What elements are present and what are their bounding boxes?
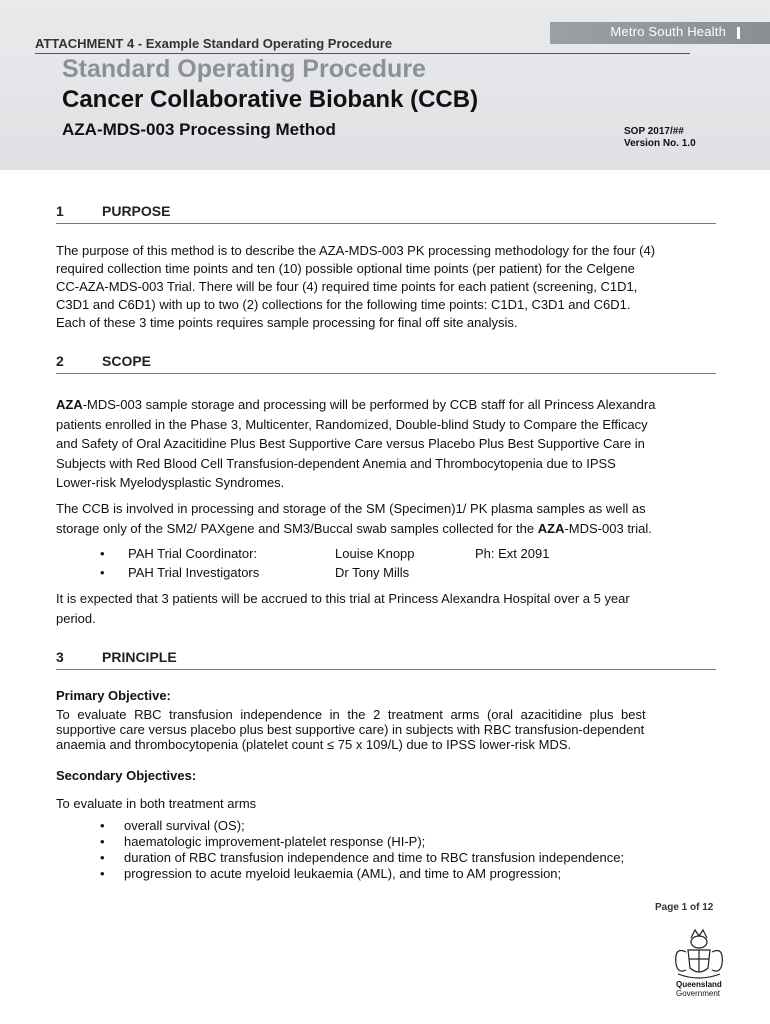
trial-code-bold: AZA bbox=[537, 520, 565, 536]
section-principle-heading bbox=[56, 649, 177, 665]
text-span: -MDS-003 sample storage and processing will be performed by CCB staff for all Princess Alexandra bbox=[82, 397, 656, 412]
primary-objective-heading: Primary Objective: bbox=[56, 688, 171, 703]
list-item bbox=[100, 834, 624, 850]
contact-role: PAH Trial Investigators bbox=[128, 565, 260, 580]
purpose-paragraph bbox=[56, 242, 716, 332]
contact-name: Louise Knopp bbox=[335, 546, 415, 561]
text-line: period. bbox=[56, 610, 96, 626]
scope-paragraph-1 bbox=[56, 395, 716, 493]
section-rule bbox=[56, 373, 716, 374]
contact-row bbox=[100, 563, 549, 582]
section-number: 2 bbox=[56, 353, 64, 369]
text-line: To evaluate RBC transfusion independence in the 2 treatment arms (oral azacitidine plus best bbox=[56, 707, 646, 722]
version-number: Version No. 1.0 bbox=[624, 138, 696, 149]
attachment-label: ATTACHMENT 4 - Example Standard Operating Procedure bbox=[35, 36, 393, 51]
brand-tick bbox=[737, 27, 740, 39]
text-line: anaemia and thrombocytopenia (platelet count ≤ 75 x 109/L) due to IPSS lower-risk MDS. bbox=[56, 737, 572, 752]
text-line bbox=[56, 519, 716, 539]
section-title: SCOPE bbox=[102, 353, 152, 369]
text-line: The CCB is involved in processing and storage of the SM (Specimen)1/ PK plasma samples as well as bbox=[56, 501, 646, 516]
section-number: 1 bbox=[56, 203, 64, 219]
bullet-dot: • bbox=[100, 850, 105, 865]
document-title: Standard Operating Procedure bbox=[62, 55, 426, 83]
scope-paragraph-3 bbox=[56, 589, 716, 628]
gov-line-government: Government bbox=[676, 989, 721, 998]
list-item bbox=[100, 850, 624, 866]
list-item bbox=[100, 818, 624, 834]
secondary-objectives-list bbox=[100, 818, 624, 882]
text-line: Each of these 3 time points requires sample processing for final off site analysis. bbox=[56, 315, 518, 330]
section-purpose-heading bbox=[56, 203, 170, 219]
text-line: C3D1 and C6D1) with up to two (2) collections for the following time points: C1D1, C3D1 and C6D1. bbox=[56, 297, 631, 312]
bullet-dot: • bbox=[100, 818, 105, 833]
gov-line-queensland: Queensland bbox=[676, 980, 722, 989]
text-span: storage only of the SM2/ PAXgene and SM3/Buccal swab samples collected for the bbox=[56, 520, 538, 536]
contact-list bbox=[100, 544, 549, 582]
sop-number: SOP 2017/## bbox=[624, 126, 684, 137]
bullet-dot: • bbox=[100, 546, 105, 561]
section-title: PURPOSE bbox=[102, 203, 171, 219]
text-line: required collection time points and ten (10) possible optional time points (per patient) for the Celgene bbox=[56, 261, 635, 276]
bullet-dot: • bbox=[100, 565, 105, 580]
header-divider bbox=[35, 53, 690, 54]
section-rule bbox=[56, 669, 716, 670]
contact-row bbox=[100, 544, 549, 563]
list-item bbox=[100, 866, 624, 882]
document-subtitle: Cancer Collaborative Biobank (CCB) bbox=[62, 86, 479, 113]
list-item-text: progression to acute myeloid leukaemia (AML), and time to AM progression; bbox=[124, 866, 562, 881]
text-line bbox=[56, 395, 716, 415]
list-item-text: haematologic improvement-platelet response (HI-P); bbox=[124, 834, 426, 849]
scope-paragraph-2 bbox=[56, 499, 716, 538]
trial-code-bold: AZA bbox=[56, 397, 83, 412]
text-line: supportive care versus placebo plus best supportive care) in subjects with RBC transfusion-dependent bbox=[56, 722, 645, 737]
brand-name: Metro South Health bbox=[610, 24, 726, 39]
secondary-intro: To evaluate in both treatment arms bbox=[56, 796, 257, 811]
secondary-objectives-heading: Secondary Objectives: bbox=[56, 768, 197, 783]
text-line: Lower-risk Myelodysplastic Syndromes. bbox=[56, 475, 285, 490]
primary-objective-text bbox=[56, 707, 716, 752]
text-line: CC-AZA-MDS-003 Trial. There will be four (4) required time points for each patient (screening, C1D1, bbox=[56, 279, 638, 294]
bullet-dot: • bbox=[100, 834, 105, 849]
government-wordmark bbox=[676, 980, 722, 998]
section-title: PRINCIPLE bbox=[102, 649, 177, 665]
list-item-text: duration of RBC transfusion independence and time to RBC transfusion independence; bbox=[124, 850, 625, 865]
sop-reference bbox=[624, 126, 696, 150]
bullet-dot: • bbox=[100, 866, 105, 881]
text-line: It is expected that 3 patients will be accrued to this trial at Princess Alexandra Hospital over a 5 year bbox=[56, 591, 630, 606]
section-rule bbox=[56, 223, 716, 224]
text-line: Subjects with Red Blood Cell Transfusion-dependent Anemia and Thrombocytopenia due to IPSS bbox=[56, 455, 616, 471]
contact-role: PAH Trial Coordinator: bbox=[128, 546, 258, 561]
contact-phone: Ph: Ext 2091 bbox=[475, 546, 550, 561]
section-number: 3 bbox=[56, 649, 64, 665]
method-title: AZA-MDS-003 Processing Method bbox=[62, 120, 336, 139]
page-number: Page 1 of 12 bbox=[655, 902, 714, 913]
list-item-text: overall survival (OS); bbox=[124, 818, 245, 833]
text-span: -MDS-003 trial. bbox=[564, 520, 652, 536]
text-line: and Safety of Oral Azacitidine Plus Best Supportive Care versus Placebo Plus Best Supportive Care in bbox=[56, 436, 645, 451]
text-line: patients enrolled in the Phase 3, Multicenter, Randomized, Double-blind Study to Compare the Efficacy bbox=[56, 416, 648, 432]
text-line: The purpose of this method is to describe the AZA-MDS-003 PK processing methodology for the four (4) bbox=[56, 243, 656, 258]
contact-name: Dr Tony Mills bbox=[335, 565, 410, 580]
section-scope-heading bbox=[56, 353, 151, 369]
